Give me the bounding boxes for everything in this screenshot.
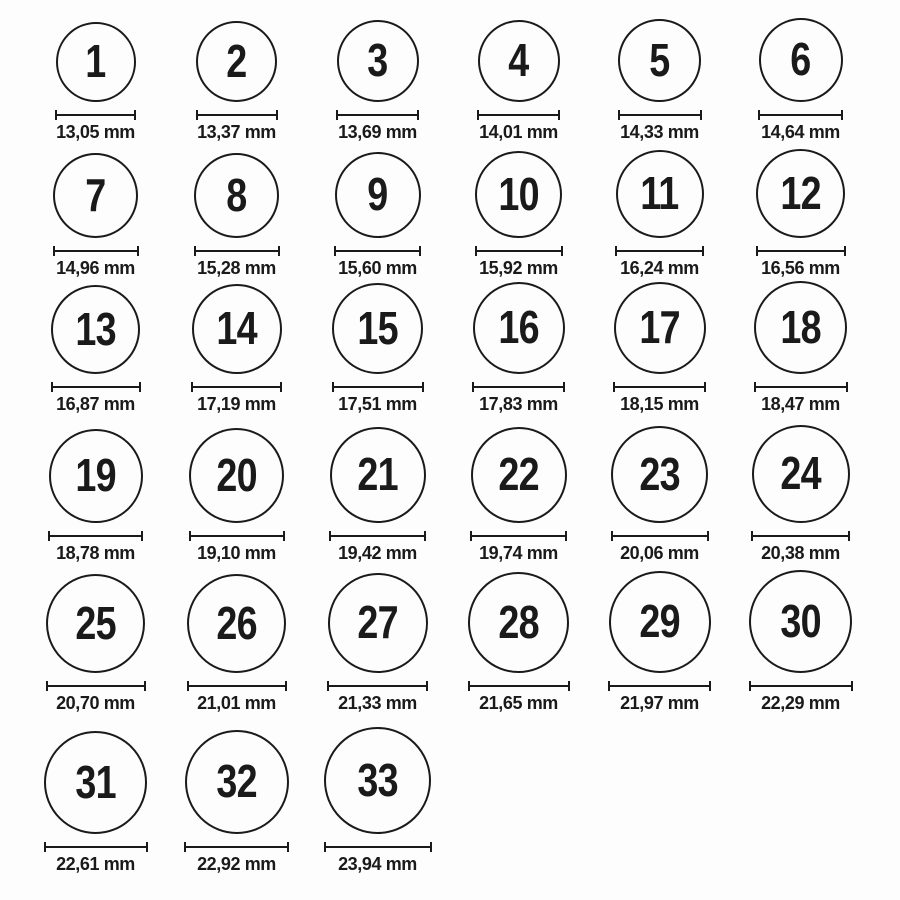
diameter-label: 19,42 mm xyxy=(338,543,417,563)
ring-circle xyxy=(44,731,147,834)
diameter-measure-line xyxy=(334,246,421,256)
ring-size-item-5 xyxy=(589,19,730,142)
ring-size-item-4 xyxy=(448,20,589,142)
ring-size-number: 17 xyxy=(639,301,680,353)
diameter-measure-line xyxy=(472,382,565,392)
ring-size-item-23 xyxy=(589,426,730,563)
ring-size-number: 20 xyxy=(216,448,257,501)
ring-size-number: 18 xyxy=(780,300,821,353)
chart-row xyxy=(25,414,900,563)
chart-row xyxy=(25,278,900,414)
ring-size-item-6 xyxy=(730,18,871,142)
diameter-label: 17,83 mm xyxy=(479,394,558,414)
ring-size-item-17 xyxy=(589,282,730,414)
ring-size-item-1 xyxy=(25,22,166,142)
diameter-label: 14,64 mm xyxy=(761,122,840,142)
diameter-label: 21,01 mm xyxy=(197,693,276,713)
ring-circle xyxy=(332,283,423,374)
ring-size-item-13 xyxy=(25,285,166,414)
ring-size-item-24 xyxy=(730,425,871,563)
ring-size-number: 4 xyxy=(508,34,529,86)
ring-size-item-26 xyxy=(166,574,307,713)
ring-size-item-27 xyxy=(307,573,448,713)
ring-circle xyxy=(471,427,567,523)
ring-size-number: 25 xyxy=(75,596,116,649)
ring-size-number: 9 xyxy=(367,168,388,220)
diameter-label: 14,96 mm xyxy=(56,258,135,278)
ring-size-number: 29 xyxy=(639,595,680,647)
ring-size-number: 31 xyxy=(75,755,116,808)
ring-circle xyxy=(192,284,282,374)
ring-size-number: 5 xyxy=(649,33,670,86)
ring-size-item-28 xyxy=(448,572,589,713)
diameter-label: 21,97 mm xyxy=(620,693,699,713)
ring-circle xyxy=(752,425,850,523)
ring-size-number: 3 xyxy=(367,34,388,86)
ring-circle xyxy=(328,573,428,673)
ring-circle xyxy=(616,150,704,238)
diameter-measure-line xyxy=(756,246,846,256)
ring-size-number: 1 xyxy=(85,35,106,87)
ring-size-item-20 xyxy=(166,428,307,563)
ring-size-number: 26 xyxy=(216,596,257,649)
ring-size-number: 19 xyxy=(75,449,116,501)
diameter-label: 18,47 mm xyxy=(761,394,840,414)
ring-circle xyxy=(196,21,277,102)
diameter-measure-line xyxy=(324,842,432,852)
ring-size-item-3 xyxy=(307,20,448,142)
chart-row xyxy=(25,563,900,713)
ring-circle xyxy=(749,570,852,673)
diameter-measure-line xyxy=(53,246,139,256)
ring-circle xyxy=(611,426,708,523)
ring-size-item-19 xyxy=(25,429,166,563)
ring-size-item-10 xyxy=(448,151,589,278)
ring-size-item-15 xyxy=(307,283,448,414)
diameter-label: 18,15 mm xyxy=(620,394,699,414)
diameter-measure-line xyxy=(611,531,709,541)
ring-size-item-7 xyxy=(25,153,166,278)
ring-size-item-2 xyxy=(166,21,307,142)
ring-circle xyxy=(51,285,140,374)
diameter-measure-line xyxy=(48,531,143,541)
ring-size-item-18 xyxy=(730,281,871,414)
ring-size-item-22 xyxy=(448,427,589,563)
diameter-measure-line xyxy=(618,110,702,120)
ring-circle xyxy=(473,282,565,374)
diameter-measure-line xyxy=(749,681,853,691)
diameter-measure-line xyxy=(191,382,282,392)
diameter-label: 15,60 mm xyxy=(338,258,417,278)
diameter-measure-line xyxy=(51,382,141,392)
ring-size-number: 10 xyxy=(498,167,539,220)
diameter-measure-line xyxy=(751,531,850,541)
ring-size-item-12 xyxy=(730,149,871,278)
diameter-label: 15,92 mm xyxy=(479,258,558,278)
diameter-label: 16,56 mm xyxy=(761,258,840,278)
ring-size-item-16 xyxy=(448,282,589,414)
ring-circle xyxy=(53,153,138,238)
ring-circle xyxy=(49,429,143,523)
ring-circle xyxy=(614,282,706,374)
ring-circle xyxy=(187,574,286,673)
ring-size-number: 6 xyxy=(790,33,811,85)
ring-circle xyxy=(468,572,569,673)
ring-size-number: 24 xyxy=(780,447,821,499)
diameter-label: 20,38 mm xyxy=(761,543,840,563)
diameter-label: 13,37 mm xyxy=(197,122,276,142)
diameter-label: 13,05 mm xyxy=(56,122,135,142)
diameter-measure-line xyxy=(470,531,567,541)
diameter-label: 15,28 mm xyxy=(197,258,276,278)
ring-circle xyxy=(754,281,847,374)
diameter-label: 18,78 mm xyxy=(56,543,135,563)
diameter-label: 14,01 mm xyxy=(479,122,558,142)
ring-size-item-14 xyxy=(166,284,307,414)
ring-circle xyxy=(324,727,431,834)
diameter-measure-line xyxy=(189,531,285,541)
ring-size-item-25 xyxy=(25,574,166,713)
diameter-label: 23,94 mm xyxy=(338,854,417,874)
ring-size-number: 14 xyxy=(216,302,257,354)
ring-size-number: 13 xyxy=(75,302,116,355)
ring-size-number: 16 xyxy=(498,301,539,353)
ring-size-item-21 xyxy=(307,427,448,563)
diameter-measure-line xyxy=(184,842,289,852)
diameter-measure-line xyxy=(758,110,843,120)
diameter-measure-line xyxy=(196,110,278,120)
ring-size-number: 27 xyxy=(357,596,398,648)
ring-size-item-33 xyxy=(307,727,448,874)
ring-size-number: 21 xyxy=(357,448,398,500)
ring-circle xyxy=(478,20,560,102)
diameter-measure-line xyxy=(615,246,704,256)
ring-circle xyxy=(194,153,279,238)
diameter-label: 20,06 mm xyxy=(620,543,699,563)
diameter-measure-line xyxy=(329,531,426,541)
ring-circle xyxy=(46,574,145,673)
ring-circle xyxy=(618,19,701,102)
diameter-label: 20,70 mm xyxy=(56,693,135,713)
diameter-label: 13,69 mm xyxy=(338,122,417,142)
diameter-measure-line xyxy=(194,246,280,256)
ring-size-item-32 xyxy=(166,730,307,874)
diameter-measure-line xyxy=(477,110,560,120)
ring-circle xyxy=(56,22,136,102)
diameter-label: 21,33 mm xyxy=(338,693,417,713)
ring-size-item-11 xyxy=(589,150,730,278)
ring-circle xyxy=(185,730,289,834)
diameter-measure-line xyxy=(336,110,419,120)
diameter-measure-line xyxy=(187,681,287,691)
diameter-label: 17,51 mm xyxy=(338,394,417,414)
diameter-measure-line xyxy=(44,842,148,852)
ring-size-number: 8 xyxy=(226,168,247,221)
diameter-measure-line xyxy=(327,681,428,691)
diameter-label: 19,10 mm xyxy=(197,543,276,563)
diameter-measure-line xyxy=(754,382,848,392)
ring-size-number: 7 xyxy=(85,168,106,221)
ring-size-number: 28 xyxy=(498,595,539,648)
diameter-label: 22,29 mm xyxy=(761,693,840,713)
ring-circle xyxy=(330,427,426,523)
ring-size-item-8 xyxy=(166,153,307,278)
ring-circle xyxy=(335,152,421,238)
diameter-measure-line xyxy=(55,110,136,120)
ring-circle xyxy=(337,20,419,102)
diameter-label: 17,19 mm xyxy=(197,394,276,414)
ring-size-item-9 xyxy=(307,152,448,278)
ring-size-number: 22 xyxy=(498,448,539,500)
diameter-label: 22,92 mm xyxy=(197,854,276,874)
ring-circle xyxy=(475,151,562,238)
ring-size-item-30 xyxy=(730,570,871,713)
ring-size-number: 15 xyxy=(357,301,398,354)
diameter-label: 16,24 mm xyxy=(620,258,699,278)
diameter-measure-line xyxy=(475,246,563,256)
diameter-measure-line xyxy=(46,681,146,691)
ring-size-number: 11 xyxy=(640,167,679,219)
diameter-label: 21,65 mm xyxy=(479,693,558,713)
ring-size-item-29 xyxy=(589,571,730,713)
diameter-measure-line xyxy=(613,382,706,392)
diameter-measure-line xyxy=(608,681,711,691)
ring-size-number: 32 xyxy=(216,755,257,807)
ring-size-number: 33 xyxy=(357,753,398,806)
ring-circle xyxy=(756,149,845,238)
ring-size-number: 2 xyxy=(226,34,247,87)
ring-size-number: 12 xyxy=(780,166,821,219)
ring-size-item-31 xyxy=(25,731,166,874)
ring-circle xyxy=(609,571,711,673)
diameter-measure-line xyxy=(468,681,570,691)
diameter-label: 22,61 mm xyxy=(56,854,135,874)
diameter-label: 16,87 mm xyxy=(56,394,135,414)
diameter-label: 14,33 mm xyxy=(620,122,699,142)
chart-row xyxy=(25,713,900,874)
ring-size-number: 30 xyxy=(780,594,821,647)
ring-size-number: 23 xyxy=(639,447,680,500)
chart-row xyxy=(25,0,900,142)
ring-circle xyxy=(759,18,843,102)
chart-row xyxy=(25,142,900,278)
diameter-label: 19,74 mm xyxy=(479,543,558,563)
diameter-measure-line xyxy=(332,382,424,392)
ring-circle xyxy=(189,428,284,523)
